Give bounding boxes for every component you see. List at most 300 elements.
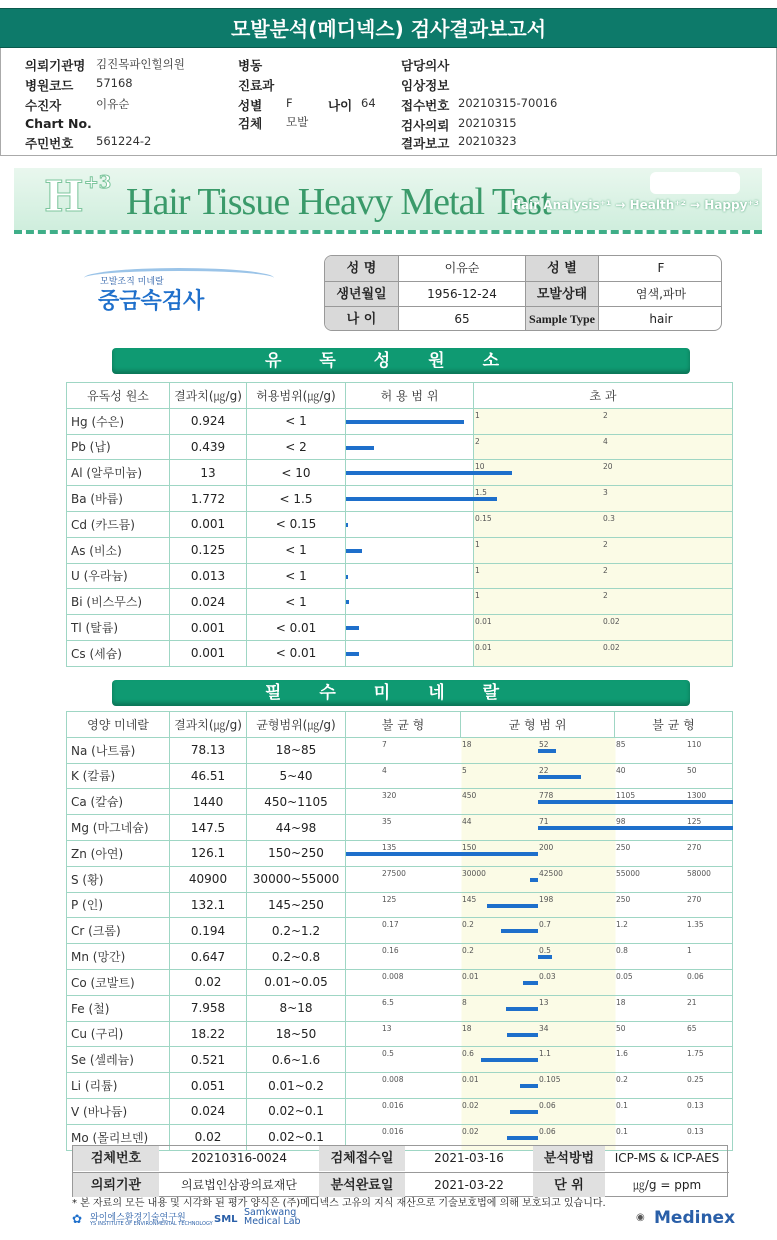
ess-tick: 110 (687, 739, 702, 749)
toxic-bar (346, 523, 348, 527)
toxic-result: 0.439 (170, 434, 247, 460)
ess-h-low: 불 균 형 (346, 712, 461, 738)
h3-logo (44, 172, 111, 221)
ess-tick: 0.5 (382, 1049, 394, 1059)
pt-stype-label: Sample Type (525, 306, 599, 331)
ess-tick: 150 (462, 842, 477, 852)
ess-tick: 35 (382, 817, 392, 827)
ess-row (67, 763, 733, 789)
ess-tick: 0.5 (539, 946, 551, 956)
ess-bar (507, 1033, 538, 1037)
ess-range: 30000~55000 (247, 866, 346, 892)
toxic-allowed-cell (346, 486, 474, 512)
ess-row (67, 969, 733, 995)
ess-result: 40900 (170, 866, 247, 892)
ess-tick: 0.17 (382, 920, 399, 930)
ess-tick: 0.02 (462, 1126, 479, 1136)
ess-h-range: 균형범위(㎍/g) (247, 712, 346, 738)
ys-institute-sub: YS INSTITUTE OF ENVIRONMENTAL TECHNOLOGY (90, 1221, 213, 1227)
toxic-allowed-cell (346, 615, 474, 641)
ess-element: Se (셀레늄) (67, 1047, 170, 1073)
ess-tick: 320 (382, 791, 397, 801)
banner-subtitle: Hair Analysis⁺¹ → Health⁺² → Happy⁺³ (511, 198, 760, 212)
ess-tick: 1.6 (616, 1049, 628, 1059)
gear-icon: ✿ (72, 1212, 83, 1226)
toxic-exceed-cell (474, 434, 733, 460)
received-label: 검체접수일 (319, 1146, 405, 1171)
ess-tick: 145 (462, 894, 477, 904)
ess-tick: 0.105 (539, 1075, 561, 1085)
ess-row (67, 918, 733, 944)
ess-tick: 22 (539, 765, 549, 775)
ess-bar (346, 852, 538, 856)
patient-label: 수진자 (25, 98, 62, 113)
ess-tick: 198 (539, 894, 554, 904)
ess-result: 0.194 (170, 918, 247, 944)
ess-bar (530, 878, 538, 882)
toxic-bar (346, 471, 474, 475)
org-label: 의뢰기관 (73, 1172, 159, 1197)
ess-element: P (인) (67, 892, 170, 918)
sex-value: F (286, 96, 293, 110)
pt-dob-label: 생년월일 (325, 281, 399, 306)
ess-tick: 0.16 (382, 946, 399, 956)
ess-bar (520, 1084, 538, 1088)
banner-box (650, 172, 740, 194)
ess-bar (481, 1058, 538, 1062)
ess-bar-cell (346, 944, 733, 970)
age-value: 64 (361, 96, 376, 110)
toxic-range: < 1 (247, 563, 346, 589)
toxic-tick-2: 0.3 (603, 513, 615, 523)
toxic-bar-exceed (474, 497, 497, 501)
clinical-label: 임상정보 (401, 78, 450, 93)
ess-tick: 0.6 (462, 1049, 474, 1059)
pt-dob-value: 1956-12-24 (399, 281, 525, 306)
ess-tick: 34 (539, 1023, 549, 1033)
heavy-metal-logo (84, 268, 274, 338)
toxic-tick-2: 0.02 (603, 642, 620, 652)
ess-row (67, 892, 733, 918)
toxic-section-header: 유독성원소 (112, 348, 690, 374)
toxic-range: < 1.5 (247, 486, 346, 512)
ess-result: 78.13 (170, 737, 247, 763)
ess-h-element: 영양 미네랄 (67, 712, 170, 738)
ess-tick: 1.1 (539, 1049, 551, 1059)
toxic-range: < 0.01 (247, 615, 346, 641)
ess-bar-cell (346, 1021, 733, 1047)
patient-value: 이유순 (96, 97, 130, 111)
receipt-label: 접수번호 (401, 98, 450, 113)
ess-tick: 135 (382, 842, 397, 852)
toxic-result: 0.001 (170, 615, 247, 641)
toxic-allowed-cell (346, 408, 474, 434)
toxic-allowed-cell (346, 460, 474, 486)
ess-bar-cell (346, 866, 733, 892)
code-label: 병원코드 (25, 78, 74, 93)
ess-tick: 44 (462, 817, 472, 827)
ess-result: 126.1 (170, 840, 247, 866)
ess-bar (538, 826, 733, 830)
ess-tick: 58000 (687, 868, 711, 878)
toxic-bar (346, 497, 474, 501)
ess-tick: 18 (616, 997, 626, 1007)
ess-element: Ca (칼슘) (67, 789, 170, 815)
toxic-h-exceed: 초 과 (474, 383, 733, 409)
unit-value: ㎍/g = ppm (605, 1172, 729, 1197)
ess-bar (538, 955, 552, 959)
toxic-tick-1: 0.01 (475, 617, 492, 627)
toxic-row (67, 408, 733, 434)
toxic-result: 0.001 (170, 640, 247, 666)
ess-tick: 0.13 (687, 1100, 704, 1110)
toxic-range: < 10 (247, 460, 346, 486)
ess-range: 0.2~1.2 (247, 918, 346, 944)
received-value: 2021-03-16 (434, 1151, 504, 1165)
ess-element: Cr (크롬) (67, 918, 170, 944)
ess-tick: 450 (462, 791, 477, 801)
ess-tick: 0.02 (462, 1100, 479, 1110)
toxic-tick-2: 0.02 (603, 617, 620, 627)
ess-tick: 1.35 (687, 920, 704, 930)
done-value: 2021-03-22 (405, 1172, 533, 1197)
pt-name-label: 성 명 (325, 256, 399, 281)
ess-tick: 0.1 (616, 1100, 628, 1110)
ess-tick: 4 (382, 765, 387, 775)
ess-bar (510, 1110, 538, 1114)
ess-tick: 21 (687, 997, 697, 1007)
pt-sex-value: F (657, 261, 665, 275)
specimen-label: 검체 (238, 116, 263, 131)
ess-element: Zn (아연) (67, 840, 170, 866)
toxic-element: As (비소) (67, 537, 170, 563)
ess-bar-cell (346, 1098, 733, 1124)
sml-logo: SML (214, 1214, 238, 1225)
ess-tick: 1.75 (687, 1049, 704, 1059)
ess-tick: 55000 (616, 868, 640, 878)
ess-bar-cell (346, 995, 733, 1021)
ess-range: 44~98 (247, 815, 346, 841)
ess-tick: 1300 (687, 791, 707, 801)
ess-tick: 71 (539, 817, 549, 827)
ess-tick: 270 (687, 894, 702, 904)
ess-tick: 98 (616, 817, 626, 827)
ess-tick: 1105 (616, 791, 636, 801)
ess-element: Mn (망간) (67, 944, 170, 970)
toxic-range: < 0.15 (247, 511, 346, 537)
ess-tick: 1 (687, 946, 692, 956)
toxic-bar-exceed (474, 471, 512, 475)
ess-tick: 18 (462, 1023, 472, 1033)
report-label: 결과보고 (401, 136, 450, 151)
ess-tick: 5 (462, 765, 467, 775)
hospital-value: 김진목파인힐의원 (96, 57, 185, 71)
ess-row (67, 1098, 733, 1124)
toxic-header-row (67, 383, 733, 409)
pt-age-label: 나 이 (325, 306, 399, 331)
ess-bar (523, 981, 538, 985)
toxic-result: 0.125 (170, 537, 247, 563)
method-value: ICP-MS & ICP-AES (614, 1151, 720, 1165)
ess-range: 0.6~1.6 (247, 1047, 346, 1073)
ess-bar (538, 775, 581, 779)
receipt-value: 20210315-70016 (458, 96, 558, 110)
copyright-note: * 본 자료의 모든 내용 및 시각화 된 평가 양식은 (주)메디넥스 고유의 지식 재산으로 기술보호법에 의해 보호되고 있습니다. (72, 1198, 606, 1209)
ess-tick: 0.2 (616, 1075, 628, 1085)
ess-row (67, 1073, 733, 1099)
toxic-row (67, 615, 733, 641)
toxic-allowed-cell (346, 511, 474, 537)
ess-range: 145~250 (247, 892, 346, 918)
ess-tick: 125 (382, 894, 397, 904)
done-label: 분석완료일 (319, 1172, 405, 1197)
toxic-bar (346, 446, 374, 450)
ess-range: 0.2~0.8 (247, 944, 346, 970)
ess-h-high: 불 균 형 (615, 712, 733, 738)
ess-result: 18.22 (170, 1021, 247, 1047)
toxic-tick-1: 0.15 (475, 513, 492, 523)
ess-tick: 50 (687, 765, 697, 775)
ess-element: V (바나듐) (67, 1098, 170, 1124)
specimen-no-value: 20210316-0024 (191, 1151, 287, 1165)
method-label: 분석방법 (533, 1146, 605, 1171)
toxic-allowed-cell (346, 434, 474, 460)
ess-result: 132.1 (170, 892, 247, 918)
ess-tick: 0.7 (539, 920, 551, 930)
ess-result: 0.02 (170, 1124, 247, 1150)
ess-range: 18~50 (247, 1021, 346, 1047)
ess-header-row (67, 712, 733, 738)
ess-range: 450~1105 (247, 789, 346, 815)
toxic-element: U (우라늄) (67, 563, 170, 589)
ess-element: Cu (구리) (67, 1021, 170, 1047)
ess-result: 0.024 (170, 1098, 247, 1124)
toxic-result: 1.772 (170, 486, 247, 512)
rrn-label: 주민번호 (25, 136, 74, 151)
toxic-tick-2: 20 (603, 462, 613, 472)
toxic-h-range: 허용범위(㎍/g) (247, 383, 346, 409)
toxic-h-element: 유독성 원소 (67, 383, 170, 409)
ess-tick: 0.03 (539, 971, 556, 981)
ess-bar-cell (346, 815, 733, 841)
toxic-exceed-cell (474, 640, 733, 666)
toxic-bar (346, 549, 362, 553)
toxic-tick-2: 2 (603, 539, 608, 549)
essential-table (66, 711, 733, 1151)
ess-bar-cell (346, 969, 733, 995)
toxic-element: Al (알루미늄) (67, 460, 170, 486)
ess-tick: 8 (462, 997, 467, 1007)
ess-row (67, 1021, 733, 1047)
ess-bar-cell (346, 918, 733, 944)
ess-tick: 0.2 (462, 946, 474, 956)
dept-label: 진료과 (238, 78, 275, 93)
rrn-value: 561224-2 (96, 134, 152, 148)
toxic-element: Hg (수은) (67, 408, 170, 434)
toxic-result: 13 (170, 460, 247, 486)
ess-h-result: 결과치(㎍/g) (170, 712, 247, 738)
toxic-exceed-cell (474, 589, 733, 615)
toxic-tick-2: 2 (603, 591, 608, 601)
ess-result: 147.5 (170, 815, 247, 841)
toxic-row (67, 537, 733, 563)
ess-tick: 0.016 (382, 1100, 404, 1110)
ess-bar-cell (346, 763, 733, 789)
ess-tick: 7 (382, 739, 387, 749)
specimen-no-label: 검체번호 (73, 1146, 159, 1171)
ess-result: 0.051 (170, 1073, 247, 1099)
ess-range: 150~250 (247, 840, 346, 866)
ess-row (67, 737, 733, 763)
report-title: 모발분석(메디넥스) 검사결과보고서 (0, 8, 777, 48)
ess-range: 5~40 (247, 763, 346, 789)
ess-tick: 6.5 (382, 997, 394, 1007)
toxic-tick-1: 10 (475, 462, 485, 472)
ess-bar-cell (346, 789, 733, 815)
banner (14, 168, 762, 230)
toxic-row (67, 486, 733, 512)
unit-label: 단 위 (533, 1172, 605, 1197)
ess-bar (487, 904, 538, 908)
ess-tick: 200 (539, 842, 554, 852)
logo-small-text: 모발조직 미네랄 (100, 277, 164, 287)
toxic-row (67, 460, 733, 486)
toxic-range: < 1 (247, 589, 346, 615)
ess-range: 8~18 (247, 995, 346, 1021)
ess-range: 0.01~0.05 (247, 969, 346, 995)
pt-name-value: 이유순 (444, 261, 480, 275)
toxic-element: Cs (세슘) (67, 640, 170, 666)
org-value: 의료법인삼광의료재단 (159, 1172, 319, 1197)
ess-result: 46.51 (170, 763, 247, 789)
toxic-tick-1: 1 (475, 565, 480, 575)
toxic-range: < 1 (247, 408, 346, 434)
ess-tick: 0.25 (687, 1075, 704, 1085)
ess-tick: 0.008 (382, 971, 404, 981)
pt-age-value: 65 (399, 306, 525, 331)
ess-tick: 40 (616, 765, 626, 775)
ess-element: Co (코발트) (67, 969, 170, 995)
toxic-range: < 0.01 (247, 640, 346, 666)
ess-element: Mo (몰리브덴) (67, 1124, 170, 1150)
pt-stype-value: hair (599, 306, 722, 331)
ess-element: Fe (철) (67, 995, 170, 1021)
chart-label: Chart No. (25, 116, 92, 131)
toxic-allowed-cell (346, 589, 474, 615)
ess-bar-cell (346, 1073, 733, 1099)
h3-letter: H (44, 172, 84, 221)
ess-result: 7.958 (170, 995, 247, 1021)
ess-tick: 270 (687, 842, 702, 852)
toxic-exceed-cell (474, 408, 733, 434)
toxic-allowed-cell (346, 537, 474, 563)
patient-info-header (0, 48, 777, 156)
ward-label: 병동 (238, 58, 263, 73)
toxic-tick-1: 2 (475, 436, 480, 446)
toxic-element: Cd (카드뮴) (67, 511, 170, 537)
ess-row (67, 995, 733, 1021)
samkwang-logo: Samkwang Medical Lab (244, 1207, 301, 1227)
ess-tick: 0.8 (616, 946, 628, 956)
toxic-bar (346, 575, 348, 579)
code-value: 57168 (96, 76, 133, 90)
banner-divider (14, 230, 762, 236)
ess-bar (538, 800, 733, 804)
toxic-result: 0.013 (170, 563, 247, 589)
ess-row (67, 815, 733, 841)
ess-tick: 0.1 (616, 1126, 628, 1136)
ess-tick: 0.016 (382, 1126, 404, 1136)
pt-hair-value: 염색,파마 (599, 281, 722, 306)
ess-tick: 52 (539, 739, 549, 749)
toxic-h-result: 결과치(㎍/g) (170, 383, 247, 409)
toxic-element: Pb (납) (67, 434, 170, 460)
toxic-tick-2: 4 (603, 436, 608, 446)
toxic-row (67, 640, 733, 666)
medinex-icon: ◉ (636, 1212, 645, 1223)
ess-tick: 0.13 (687, 1126, 704, 1136)
toxic-tick-1: 1 (475, 539, 480, 549)
toxic-h-allowed: 허 용 범 위 (346, 383, 474, 409)
toxic-row (67, 511, 733, 537)
ess-bar-cell (346, 892, 733, 918)
ess-tick: 0.008 (382, 1075, 404, 1085)
ess-tick: 250 (616, 894, 631, 904)
ess-bar (507, 1136, 538, 1140)
toxic-tick-1: 1.5 (475, 488, 487, 498)
toxic-element: Bi (비스무스) (67, 589, 170, 615)
toxic-tick-2: 3 (603, 488, 608, 498)
ess-bar (501, 929, 538, 933)
request-label: 검사의뢰 (401, 118, 450, 133)
heavy-metal-report (14, 168, 762, 1228)
toxic-tick-2: 2 (603, 565, 608, 575)
ess-element: S (황) (67, 866, 170, 892)
toxic-tick-1: 0.01 (475, 642, 492, 652)
ess-result: 1440 (170, 789, 247, 815)
ess-tick: 30000 (462, 868, 486, 878)
logo-big-text: 중금속검사 (98, 289, 205, 314)
toxic-element: Tl (탈륨) (67, 615, 170, 641)
ess-tick: 0.06 (539, 1126, 556, 1136)
ess-tick: 778 (539, 791, 554, 801)
analysis-info-table (72, 1145, 728, 1197)
toxic-exceed-cell (474, 563, 733, 589)
report-value: 20210323 (458, 134, 517, 148)
ess-tick: 0.01 (462, 1075, 479, 1085)
ess-h-balance: 균 형 범 위 (461, 712, 615, 738)
toxic-exceed-cell (474, 511, 733, 537)
toxic-exceed-cell (474, 460, 733, 486)
ess-bar (538, 749, 556, 753)
ess-tick: 85 (616, 739, 626, 749)
ess-result: 0.02 (170, 969, 247, 995)
sex-label: 성별 (238, 98, 263, 113)
ess-result: 0.521 (170, 1047, 247, 1073)
ess-tick: 65 (687, 1023, 697, 1033)
ess-tick: 0.05 (616, 971, 633, 981)
doctor-label: 담당의사 (401, 58, 450, 73)
toxic-result: 0.024 (170, 589, 247, 615)
ess-element: Na (나트륨) (67, 737, 170, 763)
ess-tick: 50 (616, 1023, 626, 1033)
toxic-tick-1: 1 (475, 410, 480, 420)
ess-row (67, 789, 733, 815)
ess-tick: 13 (382, 1023, 392, 1033)
request-value: 20210315 (458, 116, 517, 130)
ess-range: 0.02~0.1 (247, 1098, 346, 1124)
patient-summary-table (324, 255, 722, 331)
